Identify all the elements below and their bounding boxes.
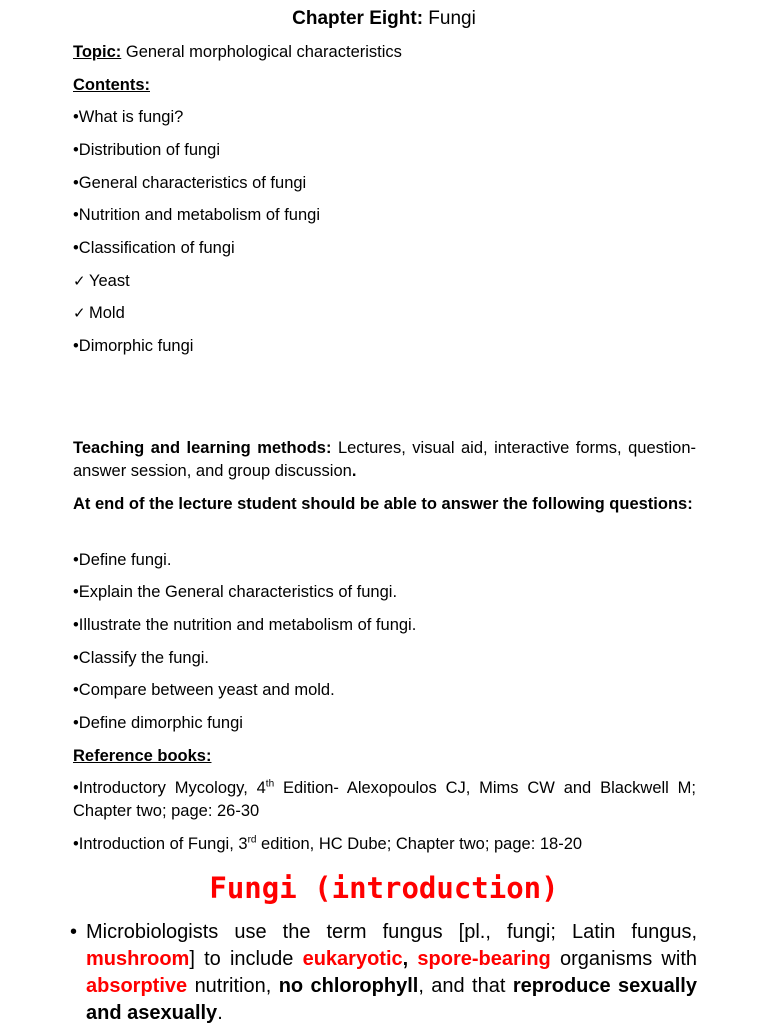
objective-item: •Define fungi. [73, 551, 172, 569]
contents-item: •Distribution of fungi [73, 141, 221, 159]
contents-item: •Classification of fungi [73, 239, 235, 257]
intro-text: , [402, 948, 418, 970]
term-mushroom: mushroom [86, 948, 190, 970]
topic-label: Topic: [73, 43, 122, 61]
objective-item: •Illustrate the nutrition and metabolism of fungi. [73, 616, 417, 634]
topic-text: General morphological characteristics [121, 43, 402, 61]
references-label: Reference books: [73, 747, 212, 765]
reference-text: •Introduction of Fungi, 3 [73, 835, 248, 853]
intro-text: . [217, 1002, 223, 1024]
reference-text: Edition- Alexopoulos CJ, Mims CW and Blackwell M; Chapter two; page: 26-30 [73, 779, 696, 820]
contents-item: •Nutrition and metabolism of fungi [73, 206, 320, 224]
checked-item-yeast [73, 271, 130, 292]
term-spore-bearing: spore-bearing [417, 948, 551, 970]
contents-item: •Dimorphic fungi [73, 337, 194, 355]
reference-text: edition, HC Dube; Chapter two; page: 18-20 [256, 835, 583, 853]
chapter-title [0, 7, 768, 31]
contents-label: Contents: [73, 76, 150, 94]
contents-heading [73, 75, 150, 95]
reference-text: •Introductory Mycology, 4 [73, 779, 266, 797]
intro-text: nutrition, [187, 975, 279, 997]
teaching-methods [73, 437, 696, 483]
chapter-title-rest: Fungi [423, 8, 476, 29]
objective-item: •Classify the fungi. [73, 649, 210, 667]
intro-text: organisms with [550, 948, 697, 970]
objective-item: •Explain the General characteristics of fungi. [73, 583, 398, 601]
reference-item [73, 834, 582, 854]
contents-item: •What is fungi? [73, 108, 184, 126]
teaching-end: . [351, 462, 357, 480]
teaching-text: Lectures, visual aid, interactive forms, question-answer session, and group discussion [73, 439, 696, 480]
chapter-title-bold: Chapter Eight: [292, 8, 424, 29]
intro-text: ] to include [189, 948, 303, 970]
term-absorptive: absorptive [86, 975, 188, 997]
objective-item: •Compare between yeast and mold. [73, 681, 335, 699]
objectives-intro: At end of the lecture student should be able to answer the following questions: [73, 495, 693, 513]
checked-item-mold [73, 303, 125, 324]
intro-text: , and that [418, 975, 513, 997]
references-heading [73, 746, 211, 766]
term-no-chlorophyll: no chlorophyll [278, 975, 419, 997]
intro-paragraph [86, 919, 697, 1027]
contents-item: •General characteristics of fungi [73, 174, 307, 192]
objective-item: •Define dimorphic fungi [73, 714, 243, 732]
checked-item-label: Mold [89, 304, 125, 322]
reference-sup: rd [247, 834, 257, 846]
term-reproduction: reproduce sexually and asexually [86, 975, 697, 1024]
intro-text: Microbiologists use the term fungus [pl., fungi; Latin fungus, [86, 921, 697, 943]
term-eukaryotic: eukaryotic [302, 948, 403, 970]
check-icon: ✓ [73, 305, 86, 322]
intro-bullet: • [70, 921, 78, 943]
checked-item-label: Yeast [89, 272, 130, 290]
teaching-label: Teaching and learning methods: [73, 439, 332, 457]
reference-sup: th [265, 778, 275, 790]
section-heading: Fungi (introduction) [209, 871, 559, 905]
reference-item [73, 777, 696, 823]
check-icon: ✓ [73, 273, 86, 290]
topic-line [73, 42, 402, 62]
